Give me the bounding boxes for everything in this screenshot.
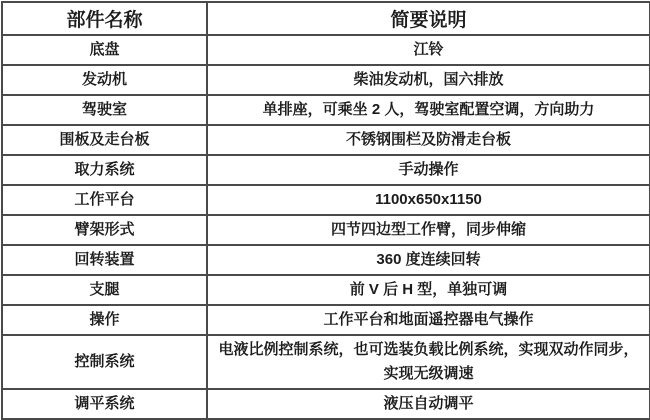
table-row xyxy=(2,245,650,275)
part-name-cell: 取力系统 xyxy=(2,155,207,185)
table-row xyxy=(2,185,650,215)
description-cell: 液压自动调平 xyxy=(207,389,650,419)
table-row xyxy=(2,389,650,419)
description-cell: 前 V 后 H 型，单独可调 xyxy=(207,275,650,305)
part-name-cell: 臂架形式 xyxy=(2,215,207,245)
part-name-cell: 发动机 xyxy=(2,65,207,95)
spec-table xyxy=(1,1,650,420)
table-row xyxy=(2,275,650,305)
description-cell: 360 度连续回转 xyxy=(207,245,650,275)
description-cell: 手动操作 xyxy=(207,155,650,185)
table-row xyxy=(2,335,650,389)
table-row xyxy=(2,35,650,65)
part-name-cell: 驾驶室 xyxy=(2,95,207,125)
table-row xyxy=(2,65,650,95)
table-row xyxy=(2,125,650,155)
part-name-cell: 工作平台 xyxy=(2,185,207,215)
table-row xyxy=(2,95,650,125)
part-name-cell: 底盘 xyxy=(2,35,207,65)
part-name-cell: 操作 xyxy=(2,305,207,335)
table-row xyxy=(2,155,650,185)
part-name-cell: 回转装置 xyxy=(2,245,207,275)
table-row xyxy=(2,305,650,335)
part-name-cell: 围板及走台板 xyxy=(2,125,207,155)
description-cell: 1100x650x1150 xyxy=(207,185,650,215)
description-cell: 不锈钢围栏及防滑走台板 xyxy=(207,125,650,155)
description-cell: 四节四边型工作臂，同步伸缩 xyxy=(207,215,650,245)
description-cell: 江铃 xyxy=(207,35,650,65)
header-row xyxy=(2,2,650,35)
part-name-cell: 控制系统 xyxy=(2,335,207,389)
column-header-part-name: 部件名称 xyxy=(2,2,207,35)
part-name-cell: 调平系统 xyxy=(2,389,207,419)
description-cell: 柴油发动机，国六排放 xyxy=(207,65,650,95)
column-header-description: 简要说明 xyxy=(207,2,650,35)
table-row xyxy=(2,215,650,245)
description-cell: 单排座，可乘坐 2 人，驾驶室配置空调，方向助力 xyxy=(207,95,650,125)
description-cell: 工作平台和地面遥控器电气操作 xyxy=(207,305,650,335)
description-cell: 电液比例控制系统，也可选装负载比例系统，实现双动作同步，实现无级调速 xyxy=(207,335,650,389)
part-name-cell: 支腿 xyxy=(2,275,207,305)
